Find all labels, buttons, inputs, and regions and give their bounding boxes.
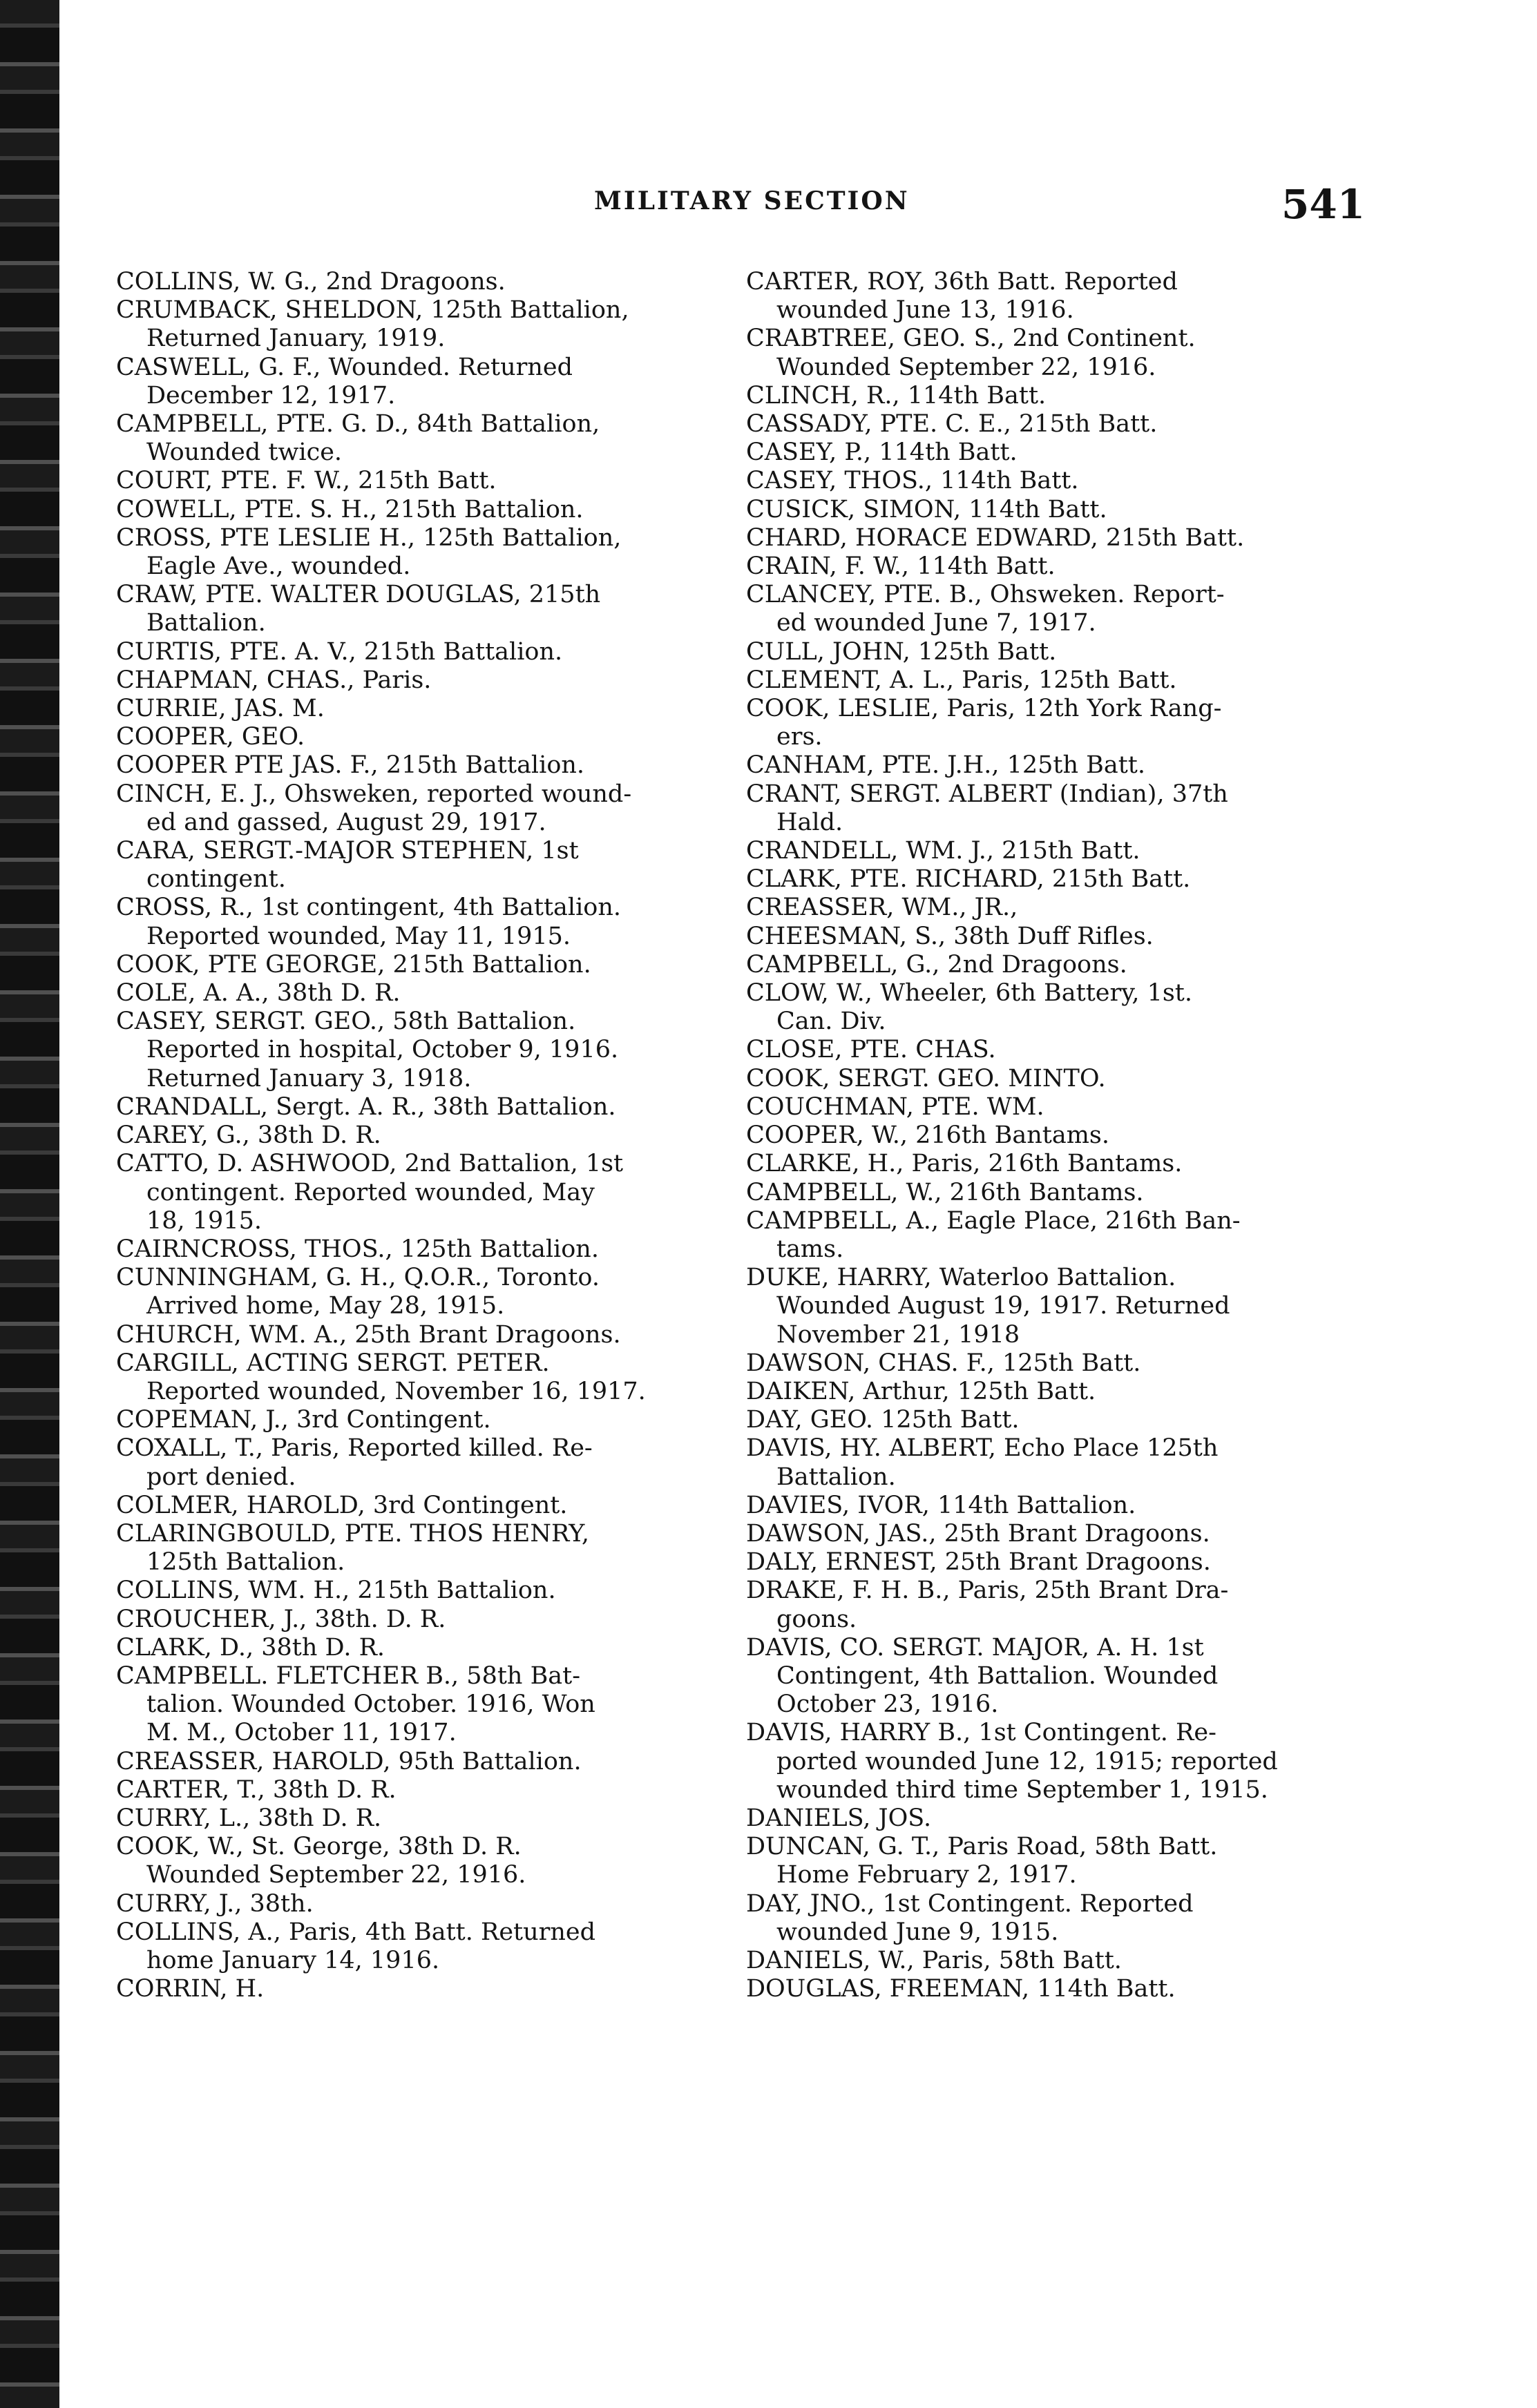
roster-entry	[116, 1776, 724, 1804]
entry-name-line: DUKE, HARRY, Waterloo Battalion.	[746, 1264, 1176, 1292]
entry-name-line: DAIKEN, Arthur, 125th Batt.	[746, 1377, 1096, 1405]
roster-entry	[116, 467, 724, 495]
page-binding-edge	[0, 0, 59, 2408]
roster-entry	[116, 1662, 724, 1748]
entry-name-line: CRAW, PTE. WALTER DOUGLAS, 215th	[116, 581, 601, 609]
entry-name-line: CAMPBELL, G., 2nd Dragoons.	[746, 950, 1127, 979]
entry-continuation-line: talion. Wounded October. 1916, Won	[146, 1691, 595, 1719]
entry-name-line: CAMPBELL, PTE. G. D., 84th Battalion,	[116, 410, 600, 439]
roster-entry	[746, 1406, 1354, 1434]
entry-name-line: DOUGLAS, FREEMAN, 114th Batt.	[746, 1975, 1176, 2003]
entry-continuation-line: October 23, 1916.	[776, 1691, 999, 1719]
roster-entry	[116, 1520, 724, 1577]
roster-entry	[746, 1804, 1354, 1833]
roster-entry	[746, 325, 1354, 381]
entry-continuation-line: Battalion.	[776, 1463, 896, 1491]
entry-name-line: DRAKE, F. H. B., Paris, 25th Brant Dra-	[746, 1577, 1229, 1605]
roster-entry	[746, 1890, 1354, 1947]
roster-entry	[116, 780, 724, 837]
page-number: 541	[1281, 181, 1366, 228]
entry-name-line: CLANCEY, PTE. B., Ohsweken. Report-	[746, 581, 1225, 609]
entry-name-line: CHURCH, WM. A., 25th Brant Dragoons.	[116, 1320, 621, 1349]
entry-name-line: COLMER, HAROLD, 3rd Contingent.	[116, 1491, 568, 1519]
entry-continuation-line: Hald.	[776, 808, 843, 836]
entry-name-line: CRABTREE, GEO. S., 2nd Continent.	[746, 325, 1196, 353]
roster-entry	[116, 1804, 724, 1833]
entry-continuation-line: Contingent, 4th Battalion. Wounded	[776, 1661, 1219, 1690]
entry-continuation-line: Returned January, 1919.	[146, 325, 446, 353]
roster-entry	[746, 581, 1354, 637]
entry-name-line: CASSADY, PTE. C. E., 215th Batt.	[746, 410, 1158, 439]
entry-name-line: CURTIS, PTE. A. V., 215th Battalion.	[116, 637, 563, 666]
roster-entry	[746, 1719, 1354, 1804]
roster-entry	[116, 723, 724, 751]
left-column	[116, 268, 724, 2003]
entry-name-line: CLARK, D., 38th D. R.	[116, 1633, 385, 1661]
entry-name-line: CRANDALL, Sergt. A. R., 38th Battalion.	[116, 1092, 616, 1121]
entry-name-line: DAVIS, HY. ALBERT, Echo Place 125th	[746, 1434, 1219, 1463]
roster-entry	[116, 1492, 724, 1520]
entry-name-line: CORRIN, H.	[116, 1975, 265, 2003]
roster-entry	[116, 1093, 724, 1121]
roster-entry	[746, 496, 1354, 524]
entry-name-line: COOK, W., St. George, 38th D. R.	[116, 1833, 522, 1861]
roster-entry	[116, 979, 724, 1008]
roster-entry	[116, 1235, 724, 1264]
entry-name-line: COLE, A. A., 38th D. R.	[116, 979, 401, 1008]
entry-name-line: CRANDELL, WM. J., 215th Batt.	[746, 837, 1140, 865]
entry-continuation-line: 18, 1915.	[146, 1206, 262, 1235]
entry-name-line: COOK, LESLIE, Paris, 12th York Rang-	[746, 695, 1222, 723]
entry-name-line: COLLINS, A., Paris, 4th Batt. Returned	[116, 1918, 596, 1946]
roster-entry	[746, 1150, 1354, 1178]
roster-entry	[746, 1065, 1354, 1093]
roster-entry	[746, 524, 1354, 552]
entry-name-line: CROSS, R., 1st contingent, 4th Battalion.	[116, 894, 622, 922]
roster-entry	[116, 1434, 724, 1491]
entry-continuation-line: Wounded September 22, 1916.	[146, 1861, 526, 1889]
roster-entry	[746, 1975, 1354, 2003]
entry-name-line: CREASSER, WM., JR.,	[746, 894, 1018, 922]
entry-continuation-line: November 21, 1918	[776, 1320, 1020, 1349]
entry-continuation-line: Reported wounded, May 11, 1915.	[146, 922, 571, 950]
roster-entry	[746, 1207, 1354, 1264]
entry-name-line: CAREY, G., 38th D. R.	[116, 1121, 381, 1150]
entry-continuation-line: ers.	[776, 723, 823, 751]
roster-entry	[746, 467, 1354, 495]
roster-entry	[116, 1264, 724, 1320]
roster-entry	[116, 268, 724, 296]
entry-name-line: CLOSE, PTE. CHAS.	[746, 1036, 996, 1064]
entry-continuation-line: goons.	[776, 1605, 857, 1633]
roster-entry	[746, 979, 1354, 1036]
roster-entry	[746, 439, 1354, 467]
roster-entry	[116, 1150, 724, 1235]
roster-entry	[116, 894, 724, 950]
roster-entry	[746, 410, 1354, 439]
roster-entry	[746, 1093, 1354, 1121]
entry-continuation-line: Arrived home, May 28, 1915.	[146, 1292, 505, 1320]
entry-name-line: COURT, PTE. F. W., 215th Batt.	[116, 467, 497, 495]
roster-entry	[746, 1947, 1354, 1975]
entry-name-line: CREASSER, HAROLD, 95th Battalion.	[116, 1747, 582, 1775]
roster-entry	[116, 1406, 724, 1434]
entry-name-line: CARGILL, ACTING SERGT. PETER.	[116, 1349, 550, 1377]
roster-entry	[116, 1349, 724, 1406]
roster-entry	[116, 1918, 724, 1975]
entry-name-line: CHAPMAN, CHAS., Paris.	[116, 666, 432, 694]
entry-continuation-line: contingent. Reported wounded, May	[146, 1178, 595, 1206]
entry-name-line: DAY, GEO. 125th Batt.	[746, 1406, 1020, 1434]
entry-name-line: CASEY, P., 114th Batt.	[746, 439, 1018, 467]
entry-name-line: CASEY, THOS., 114th Batt.	[746, 467, 1079, 495]
entry-name-line: CLARK, PTE. RICHARD, 215th Batt.	[746, 865, 1191, 894]
entry-name-line: COWELL, PTE. S. H., 215th Battalion.	[116, 495, 584, 523]
entry-name-line: CUSICK, SIMON, 114th Batt.	[746, 495, 1107, 523]
roster-entry	[746, 1520, 1354, 1548]
entry-name-line: CRANT, SERGT. ALBERT (Indian), 37th	[746, 780, 1228, 808]
roster-entry	[116, 1634, 724, 1662]
roster-entry	[746, 1577, 1354, 1633]
entry-name-line: CINCH, E. J., Ohsweken, reported wound-	[116, 780, 632, 808]
roster-entry	[746, 1492, 1354, 1520]
entry-name-line: CRAIN, F. W., 114th Batt.	[746, 552, 1056, 581]
entry-name-line: CLOW, W., Wheeler, 6th Battery, 1st.	[746, 979, 1192, 1008]
entry-name-line: DALY, ERNEST, 25th Brant Dragoons.	[746, 1548, 1211, 1577]
entry-name-line: COLLINS, W. G., 2nd Dragoons.	[116, 268, 506, 296]
roster-entry	[116, 751, 724, 780]
roster-entry	[116, 1606, 724, 1634]
entry-name-line: CULL, JOHN, 125th Batt.	[746, 637, 1057, 666]
roster-entry	[746, 268, 1354, 325]
entry-name-line: CAMPBELL. FLETCHER B., 58th Bat-	[116, 1661, 581, 1690]
roster-entry	[116, 354, 724, 410]
entry-continuation-line: 125th Battalion.	[146, 1548, 345, 1577]
entry-name-line: COOK, SERGT. GEO. MINTO.	[746, 1064, 1106, 1092]
entry-continuation-line: Reported wounded, November 16, 1917.	[146, 1377, 646, 1405]
roster-entry	[746, 951, 1354, 979]
entry-name-line: CAMPBELL, W., 216th Bantams.	[746, 1178, 1144, 1206]
roster-entry	[746, 1833, 1354, 1889]
running-head: MILITARY SECTION	[594, 186, 910, 215]
entry-continuation-line: Wounded August 19, 1917. Returned	[776, 1292, 1230, 1320]
entry-name-line: COPEMAN, J., 3rd Contingent.	[116, 1406, 491, 1434]
entry-name-line: DAVIS, HARRY B., 1st Contingent. Re-	[746, 1719, 1216, 1747]
roster-entry	[746, 780, 1354, 837]
entry-continuation-line: M. M., October 11, 1917.	[146, 1719, 457, 1747]
entry-continuation-line: Home February 2, 1917.	[776, 1861, 1077, 1889]
roster-entry	[746, 751, 1354, 780]
roster-entry	[746, 638, 1354, 666]
roster-entry	[746, 1179, 1354, 1207]
entry-continuation-line: wounded third time September 1, 1915.	[776, 1775, 1268, 1804]
entry-name-line: CLARKE, H., Paris, 216th Bantams.	[746, 1150, 1183, 1178]
roster-entry	[116, 1890, 724, 1918]
entry-continuation-line: ed and gassed, August 29, 1917.	[146, 808, 546, 836]
entry-name-line: CURRY, J., 38th.	[116, 1889, 314, 1918]
entry-name-line: CANHAM, PTE. J.H., 125th Batt.	[746, 751, 1145, 780]
entry-name-line: CARTER, T., 38th D. R.	[116, 1775, 397, 1804]
roster-entry	[116, 1748, 724, 1776]
roster-entry	[746, 1434, 1354, 1491]
roster-entry	[746, 923, 1354, 951]
entry-name-line: DANIELS, JOS.	[746, 1804, 932, 1832]
entry-continuation-line: Eagle Ave., wounded.	[146, 552, 411, 581]
right-column	[746, 268, 1354, 2003]
entry-name-line: CHARD, HORACE EDWARD, 215th Batt.	[746, 523, 1245, 552]
entry-continuation-line: December 12, 1917.	[146, 381, 396, 410]
entry-name-line: CASEY, SERGT. GEO., 58th Battalion.	[116, 1008, 576, 1036]
entry-name-line: DUNCAN, G. T., Paris Road, 58th Batt.	[746, 1833, 1218, 1861]
entry-continuation-line: Battalion.	[146, 609, 266, 637]
entry-continuation-line: wounded June 13, 1916.	[776, 296, 1074, 325]
roster-entry	[746, 1121, 1354, 1150]
roster-entry	[116, 1577, 724, 1605]
entry-name-line: CATTO, D. ASHWOOD, 2nd Battalion, 1st	[116, 1150, 624, 1178]
roster-entry	[746, 894, 1354, 922]
roster-entry	[116, 1121, 724, 1150]
roster-entry	[116, 837, 724, 894]
roster-entry	[116, 695, 724, 723]
roster-entry	[116, 1321, 724, 1349]
entry-name-line: COOPER, GEO.	[116, 723, 305, 751]
roster-entry	[116, 410, 724, 467]
entry-continuation-line: port denied.	[146, 1463, 296, 1491]
entry-name-line: DAVIS, CO. SERGT. MAJOR, A. H. 1st	[746, 1633, 1204, 1661]
roster-entry	[746, 865, 1354, 894]
entry-name-line: COOPER PTE JAS. F., 215th Battalion.	[116, 751, 585, 780]
entry-name-line: DAWSON, CHAS. F., 125th Batt.	[746, 1349, 1141, 1377]
entry-continuation-line: Reported in hospital, October 9, 1916.	[146, 1036, 619, 1064]
roster-entry	[746, 1349, 1354, 1378]
entry-name-line: CUNNINGHAM, G. H., Q.O.R., Toronto.	[116, 1264, 600, 1292]
roster-entry	[746, 1378, 1354, 1406]
roster-entry	[746, 1264, 1354, 1349]
entry-continuation-line: tams.	[776, 1235, 844, 1263]
entry-name-line: DAY, JNO., 1st Contingent. Reported	[746, 1889, 1194, 1918]
roster-entry	[746, 666, 1354, 695]
roster-entry	[746, 1548, 1354, 1577]
entry-name-line: COOPER, W., 216th Bantams.	[746, 1121, 1109, 1150]
entry-name-line: CAIRNCROSS, THOS., 125th Battalion.	[116, 1235, 599, 1263]
entry-name-line: DAVIES, IVOR, 114th Battalion.	[746, 1491, 1136, 1519]
roster-entry	[116, 666, 724, 695]
entry-name-line: CROSS, PTE LESLIE H., 125th Battalion,	[116, 523, 622, 552]
entry-name-line: CRUMBACK, SHELDON, 125th Battalion,	[116, 296, 629, 325]
entry-name-line: COLLINS, WM. H., 215th Battalion.	[116, 1577, 556, 1605]
roster-entry	[746, 837, 1354, 865]
entry-name-line: CLEMENT, A. L., Paris, 125th Batt.	[746, 666, 1177, 694]
entry-name-line: COOK, PTE GEORGE, 215th Battalion.	[116, 950, 591, 979]
entry-name-line: CURRY, L., 38th D. R.	[116, 1804, 382, 1832]
entry-name-line: CAMPBELL, A., Eagle Place, 216th Ban-	[746, 1206, 1241, 1235]
entry-name-line: CLINCH, R., 114th Batt.	[746, 381, 1047, 410]
entry-continuation-line: Can. Div.	[776, 1008, 886, 1036]
entry-continuation-line: Wounded twice.	[146, 439, 343, 467]
entry-name-line: COXALL, T., Paris, Reported killed. Re-	[116, 1434, 593, 1463]
entry-name-line: DAWSON, JAS., 25th Brant Dragoons.	[746, 1519, 1210, 1548]
entry-name-line: CROUCHER, J., 38th. D. R.	[116, 1605, 446, 1633]
roster-entry	[116, 581, 724, 637]
roster-entry	[116, 638, 724, 666]
entry-continuation-line: ed wounded June 7, 1917.	[776, 609, 1096, 637]
entry-name-line: CURRIE, JAS. M.	[116, 695, 325, 723]
roster-entry	[116, 496, 724, 524]
entry-name-line: CARA, SERGT.-MAJOR STEPHEN, 1st	[116, 837, 579, 865]
entry-name-line: DANIELS, W., Paris, 58th Batt.	[746, 1946, 1122, 1974]
entry-name-line: CARTER, ROY, 36th Batt. Reported	[746, 268, 1178, 296]
entry-name-line: CASWELL, G. F., Wounded. Returned	[116, 353, 573, 381]
roster-entry	[116, 296, 724, 353]
entry-continuation-line: ported wounded June 12, 1915; reported	[776, 1747, 1278, 1775]
roster-entry	[116, 1975, 724, 2003]
entry-continuation-line: Returned January 3, 1918.	[146, 1064, 472, 1092]
entry-continuation-line: home January 14, 1916.	[146, 1946, 440, 1974]
entry-continuation-line: contingent.	[146, 865, 286, 894]
entry-name-line: COUCHMAN, PTE. WM.	[746, 1092, 1044, 1121]
roster-entry	[116, 524, 724, 581]
roster-entry	[746, 695, 1354, 751]
roster-entry	[116, 951, 724, 979]
roster-entry	[746, 552, 1354, 581]
entry-continuation-line: Wounded September 22, 1916.	[776, 353, 1156, 381]
entry-continuation-line: wounded June 9, 1915.	[776, 1918, 1059, 1946]
roster-entry	[116, 1008, 724, 1093]
entry-name-line: CHEESMAN, S., 38th Duff Rifles.	[746, 922, 1154, 950]
roster-entry	[746, 1634, 1354, 1720]
roster-entry	[116, 1833, 724, 1889]
entry-name-line: CLARINGBOULD, PTE. THOS HENRY,	[116, 1519, 589, 1548]
roster-entry	[746, 1036, 1354, 1064]
roster-entry	[746, 382, 1354, 410]
